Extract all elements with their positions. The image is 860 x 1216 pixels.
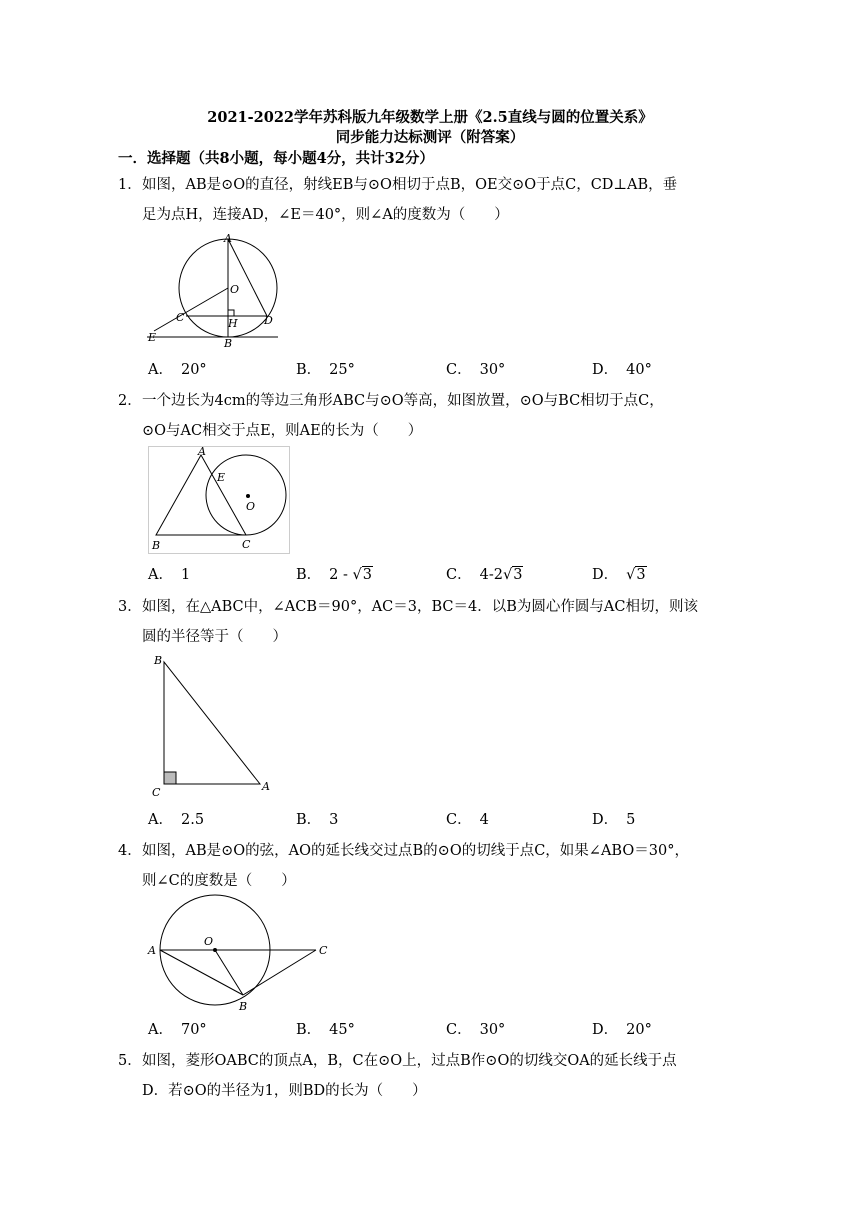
option-2a[interactable]: A． 1 — [148, 567, 191, 583]
label-O: O — [204, 935, 214, 948]
question-text-line2: 则∠C的度数是（ ） — [142, 873, 296, 889]
question-text-line2: 圆的半径等于（ ） — [142, 629, 287, 645]
document-title-line1: 2021-2022学年苏科版九年级数学上册《2.5直线与圆的位置关系》 — [207, 109, 653, 126]
label-E: E — [148, 331, 157, 344]
label-A: A — [148, 944, 156, 957]
label-O: O — [246, 500, 256, 513]
option-4c[interactable]: C． 30° — [446, 1022, 506, 1038]
question-number: 4． — [118, 843, 142, 859]
question-1-figure — [140, 232, 285, 350]
question-1 — [118, 170, 738, 230]
label-E: E — [217, 471, 226, 484]
option-4a[interactable]: A． 70° — [148, 1022, 207, 1038]
question-2-figure — [148, 446, 290, 554]
option-1b[interactable]: B． 25° — [296, 362, 355, 378]
option-3a[interactable]: A． 2.5 — [148, 812, 205, 828]
option-2c[interactable]: C． 4-2√3 — [446, 567, 523, 583]
option-3d[interactable]: D． 5 — [592, 812, 636, 828]
question-text-line1: 如图，AB是⊙O的直径，射线EB与⊙O相切于点B，OE交⊙O于点C，CD⊥AB，垂 — [142, 177, 678, 193]
question-number: 5． — [118, 1053, 142, 1069]
question-2 — [118, 386, 738, 446]
label-A: A — [198, 446, 206, 458]
question-text-line2: ⊙O与AC相交于点E，则AE的长为（ ） — [142, 423, 423, 439]
label-B: B — [224, 337, 233, 350]
label-B: B — [152, 539, 161, 552]
label-A: A — [262, 780, 270, 793]
option-1d[interactable]: D． 40° — [592, 362, 652, 378]
question-text-line1: 如图，AB是⊙O的弦，AO的延长线交过点B的⊙O的切线于点C，如果∠ABO＝30°， — [142, 843, 689, 859]
section-heading: 一．选择题（共8小题，每小题4分，共计32分） — [118, 150, 434, 167]
option-4d[interactable]: D． 20° — [592, 1022, 652, 1038]
question-5 — [118, 1046, 738, 1106]
question-3-figure — [150, 650, 278, 798]
document-title-line2: 同步能力达标测评（附答案） — [335, 129, 525, 146]
label-D: D — [264, 314, 273, 327]
question-text-line2: 足为点H，连接AD，∠E＝40°，则∠A的度数为（ ） — [142, 207, 509, 223]
label-A: A — [224, 232, 232, 245]
option-1a[interactable]: A． 20° — [148, 362, 207, 378]
option-4b[interactable]: B． 45° — [296, 1022, 355, 1038]
sqrt-symbol: √3 — [352, 567, 372, 583]
label-B: B — [154, 654, 163, 667]
label-C: C — [152, 786, 161, 798]
option-2b[interactable]: B． 2 - √3 — [296, 567, 372, 583]
label-C: C — [176, 311, 185, 324]
question-text-line1: 一个边长为4cm的等边三角形ABC与⊙O等高，如图放置，⊙O与BC相切于点C， — [142, 393, 664, 409]
option-2d[interactable]: D． √3 — [592, 567, 646, 583]
question-number: 3． — [118, 599, 142, 615]
option-1c[interactable]: C． 30° — [446, 362, 506, 378]
option-3c[interactable]: C． 4 — [446, 812, 489, 828]
label-O: O — [230, 283, 240, 296]
question-text-line2: D．若⊙O的半径为1，则BD的长为（ ） — [142, 1083, 427, 1099]
question-text-line1: 如图，菱形OABC的顶点A，B，C在⊙O上，过点B作⊙O的切线交OA的延长线于点 — [142, 1053, 677, 1069]
sqrt-symbol: √3 — [502, 567, 523, 583]
label-C: C — [319, 944, 328, 957]
option-3b[interactable]: B． 3 — [296, 812, 339, 828]
question-4-figure — [144, 890, 336, 1016]
label-B: B — [239, 1000, 248, 1013]
question-number: 1． — [118, 177, 142, 193]
sqrt-symbol: √3 — [626, 567, 646, 583]
question-3 — [118, 592, 738, 652]
question-4 — [118, 836, 738, 896]
question-text-line1: 如图，在△ABC中，∠ACB＝90°，AC＝3，BC＝4．以B为圆心作圆与AC相切，则该 — [142, 599, 698, 615]
question-number: 2． — [118, 393, 142, 409]
label-H: H — [228, 317, 238, 330]
label-C: C — [242, 538, 251, 551]
